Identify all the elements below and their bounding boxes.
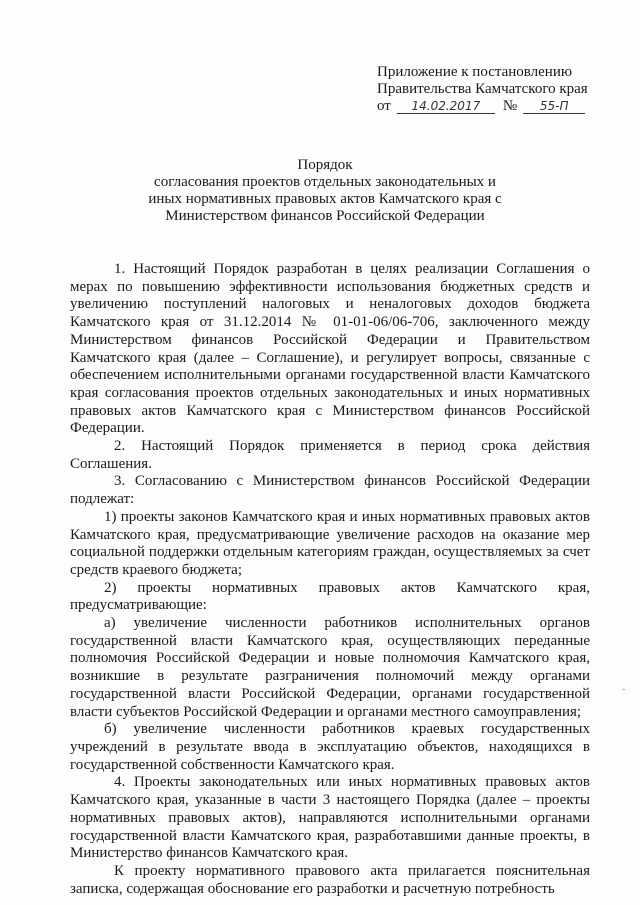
paragraph-3-item-2b: б) увеличение численности работников краевых государственных учреждений в результате ввода в эксплуатацию объектов, находящихся в государственной собственности Камчатского края. [70, 721, 590, 773]
margin-mark: - [622, 684, 626, 695]
handwritten-date: 14.02.2017 [397, 99, 495, 114]
title-line-1: согласования проектов отдельных законодательных и [154, 174, 496, 190]
appendix-line-2: Правительства Камчатского края [377, 81, 588, 97]
paragraph-3-item-2a: а) увеличение численности работников исполнительных органов государственной власти Камчатского края, осуществляющих переданные полномочия Российской Федерации и новые полномочия Камчатского края, возникшие в результате разграничения полномочий между органами государственной власти Российской Федерации, органами государственной власти субъектов Российской Федерации и органами местного самоуправления; [70, 615, 590, 720]
paragraph-5: К проекту нормативного правового акта прилагается пояснительная записка, содержащая обоснование его разработки и расчетную потребность [70, 862, 590, 897]
paragraph-4: 4. Проекты законодательных или иных нормативных правовых актов Камчатского края, указанные в части 3 настоящего Порядка (далее – проекты нормативных правовых актов), направляются исполнительными органами государственной власти Камчатского края, разработавшими данные проекты, в Министерство финансов Камчатского края. [70, 774, 590, 862]
title-line-3: Министерством финансов Российской Федерации [165, 208, 485, 224]
paragraph-1: 1. Настоящий Порядок разработан в целях реализации Соглашения о мерах по повышению эффективности использования бюджетных средств и увеличению поступлений налоговых и неналоговых доходов бюджета Камчатского края от 31.12.2014 № 01-01-06/06-706, заключенного между Министерством финансов Российской Федерации и Правительством Камчатского края (далее – Соглашение), и регулирует вопросы, связанные с обеспечением исполнительными органами государственной власти Камчатского края согласования проектов отдельных законодательных и иных нормативных правовых актов Камчатского края с Министерством финансов Российской Федерации. [70, 261, 590, 437]
appendix-line-1: Приложение к постановлению [377, 64, 573, 80]
paragraph-3-item-2: 2) проекты нормативных правовых актов Камчатского края, предусматривающие: [70, 579, 590, 614]
appendix-date-line [377, 98, 588, 115]
from-label: от [377, 98, 391, 114]
title-heading: Порядок [297, 157, 353, 173]
paragraph-3-item-1: 1) проекты законов Камчатского края и иных нормативных правовых актов Камчатского края, предусматривающие увеличение расходов на оказание мер социальной поддержки отдельным категориям граждан, осуществляемых за счет средств краевого бюджета; [70, 508, 590, 578]
document-title [70, 157, 580, 225]
handwritten-number: 55-П [523, 99, 585, 114]
title-line-2: иных нормативных правовых актов Камчатского края с [148, 191, 502, 207]
appendix-header [377, 64, 588, 115]
number-label: № [502, 98, 518, 114]
paragraph-2: 2. Настоящий Порядок применяется в период срока действия Соглашения. [70, 438, 590, 472]
paragraph-3: 3. Согласованию с Министерством финансов Российской Федерации подлежат: [70, 473, 590, 508]
document-body [70, 261, 590, 898]
